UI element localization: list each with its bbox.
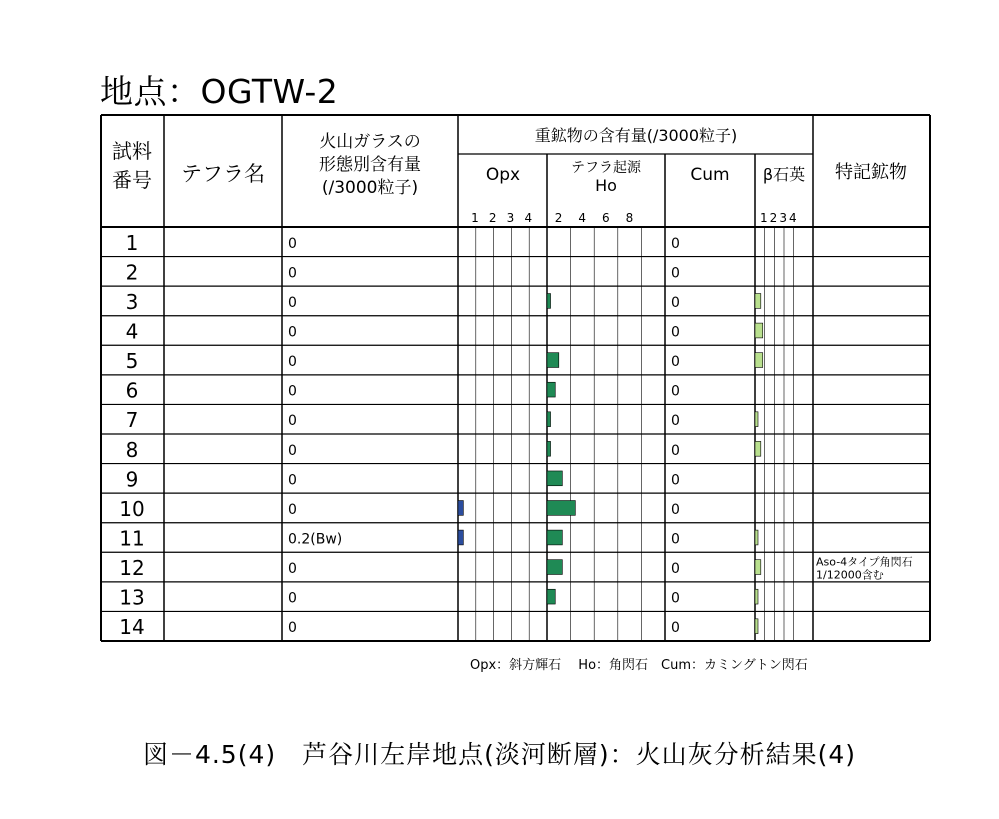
header-opx: Opx <box>485 165 521 185</box>
glass-content: 0 <box>288 472 297 489</box>
cum-value: 0 <box>671 354 680 371</box>
beta-quartz-bar <box>755 589 758 604</box>
cum-value: 0 <box>671 531 680 548</box>
cum-value: 0 <box>671 265 680 282</box>
glass-content: 0 <box>288 501 297 518</box>
cum-value: 0 <box>671 324 680 341</box>
ho-tick-label: 2 <box>554 211 563 225</box>
sample-number: 3 <box>125 289 139 314</box>
ho-bar <box>547 589 555 604</box>
page-title: 地点：OGTW-2 <box>100 72 339 111</box>
beta-tick-label: 4 <box>789 211 797 225</box>
sample-number: 10 <box>119 496 145 521</box>
ho-bar <box>547 353 559 368</box>
sample-number: 8 <box>125 437 139 462</box>
header-sample-no-2: 番号 <box>112 168 152 192</box>
opx-tick-label: 3 <box>506 211 515 225</box>
glass-content: 0 <box>288 235 297 252</box>
glass-content: 0 <box>288 265 297 282</box>
header-sample-no-1: 試料 <box>112 139 152 163</box>
text-layer <box>112 126 913 639</box>
glass-content: 0.2(Bw) <box>288 531 343 548</box>
beta-quartz-bar <box>755 560 761 575</box>
header-glass-1: 火山ガラスの <box>319 132 421 152</box>
glass-content: 0 <box>288 324 297 341</box>
opx-bar <box>458 501 463 516</box>
ho-bar <box>547 501 575 516</box>
special-mineral-note: Aso-4タイプ角閃石 <box>816 555 913 569</box>
abbreviation-legend: Opx：斜方輝石 Ho：角閃石 Cum：カミングトン閃石 <box>470 658 808 673</box>
header-special-minerals: 特記鉱物 <box>835 162 907 183</box>
ho-tick-label: 8 <box>625 211 634 225</box>
glass-content: 0 <box>288 620 297 637</box>
sample-number: 14 <box>119 615 145 640</box>
cum-value: 0 <box>671 620 680 637</box>
opx-tick-label: 2 <box>488 211 497 225</box>
sample-number: 4 <box>125 319 139 344</box>
sample-number: 7 <box>125 408 139 433</box>
sample-number: 11 <box>119 526 145 551</box>
table-grid <box>101 115 930 641</box>
ho-bar <box>547 412 551 427</box>
sample-number: 9 <box>125 467 139 492</box>
header-glass-2: 形態別含有量 <box>319 155 421 175</box>
ho-tick-label: 4 <box>578 211 587 225</box>
glass-content: 0 <box>288 442 297 459</box>
cum-value: 0 <box>671 235 680 252</box>
opx-bar <box>458 530 463 545</box>
sample-number: 12 <box>119 556 145 581</box>
ho-bar <box>547 560 562 575</box>
special-mineral-note: 1/12000含む <box>816 568 884 582</box>
header-heavy-minerals: 重鉱物の含有量(/3000粒子) <box>534 126 738 145</box>
header-glass-3: (/3000粒子) <box>321 178 419 198</box>
glass-content: 0 <box>288 354 297 371</box>
header-ho-1: テフラ起源 <box>571 160 641 176</box>
beta-tick-label: 2 <box>769 211 778 225</box>
glass-content: 0 <box>288 590 297 607</box>
cum-value: 0 <box>671 472 680 489</box>
ho-bar <box>547 294 551 309</box>
opx-tick-label: 1 <box>471 211 479 225</box>
glass-content: 0 <box>288 561 297 578</box>
sample-number: 5 <box>125 349 139 374</box>
header-beta-quartz: β石英 <box>762 165 806 184</box>
cum-value: 0 <box>671 413 680 430</box>
beta-quartz-bar <box>755 412 758 427</box>
ho-bar <box>547 441 551 456</box>
sample-number: 2 <box>125 260 139 285</box>
beta-quartz-bar <box>755 530 758 545</box>
glass-content: 0 <box>288 413 297 430</box>
sample-number: 13 <box>119 585 145 610</box>
glass-content: 0 <box>288 383 297 400</box>
cum-value: 0 <box>671 294 680 311</box>
header-ho-2: Ho <box>595 176 617 195</box>
beta-tick-label: 1 <box>760 211 768 225</box>
beta-tick-label: 3 <box>779 211 787 225</box>
header-tephra-name: テフラ名 <box>181 162 265 186</box>
ho-bar <box>547 530 562 545</box>
beta-quartz-bar <box>755 353 763 368</box>
opx-tick-label: 4 <box>524 211 533 225</box>
header-cum: Cum <box>690 165 730 185</box>
beta-quartz-bar <box>755 294 761 309</box>
sample-number: 6 <box>125 378 139 403</box>
ho-tick-label: 6 <box>601 211 610 225</box>
cum-value: 0 <box>671 501 680 518</box>
beta-quartz-bar <box>755 619 758 634</box>
figure-caption: 図－4.5(4) 芦谷川左岸地点(淡河断層)：火山灰分析結果(4) <box>142 740 857 769</box>
ho-bar <box>547 382 555 397</box>
beta-quartz-bar <box>755 441 761 456</box>
cum-value: 0 <box>671 383 680 400</box>
glass-content: 0 <box>288 294 297 311</box>
sample-number: 1 <box>125 230 139 255</box>
ho-bar <box>547 471 562 486</box>
beta-quartz-bar <box>755 323 763 338</box>
cum-value: 0 <box>671 442 680 459</box>
cum-value: 0 <box>671 561 680 578</box>
cum-value: 0 <box>671 590 680 607</box>
